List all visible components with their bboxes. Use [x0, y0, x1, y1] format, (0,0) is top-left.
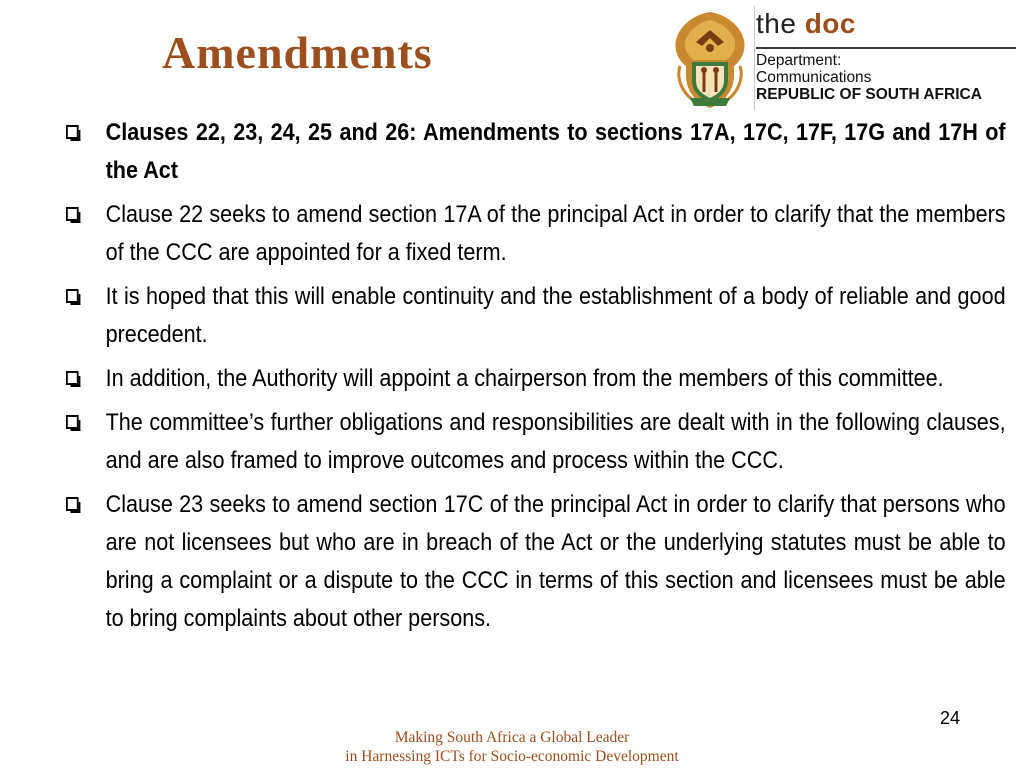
department-text — [756, 52, 982, 103]
bullet-text: Clause 23 seeks to amend section 17C of the principal Act in order to clarify that persons who are not licensees but who are in breach of the Act or the underlying statutes must be able to bring a complaint or a dispute to the CCC in terms of this section and licensees must be able to bring complaints about other persons. — [105, 491, 1006, 632]
department-line-3: REPUBLIC OF SOUTH AFRICA — [756, 86, 982, 103]
slide-title: Amendments — [162, 27, 433, 78]
checkbox-bullet-icon — [66, 289, 79, 303]
department-line-1: Department: — [756, 52, 842, 69]
bullet-item — [66, 196, 1006, 272]
bullet-text: In addition, the Authority will appoint a chairperson from the members of this committee. — [105, 365, 944, 392]
bullet-text: Clauses 22, 23, 24, 25 and 26: Amendments to sections 17A, 17C, 17F, 17G and 17H of the Act — [105, 119, 1006, 184]
bullet-list — [66, 114, 1006, 644]
coat-of-arms-icon — [666, 6, 754, 110]
checkbox-bullet-icon — [66, 207, 79, 221]
checkbox-bullet-icon — [66, 125, 79, 139]
bullet-item — [66, 278, 1006, 354]
brand-prefix: the — [756, 8, 805, 39]
bullet-item — [66, 360, 1006, 398]
bullet-item — [66, 404, 1006, 480]
bullet-text: It is hoped that this will enable continuity and the establishment of a body of reliable and good precedent. — [105, 283, 1006, 348]
bullet-text: The committee’s further obligations and responsibilities are dealt with in the following clauses, and are also framed to improve outcomes and process within the CCC. — [105, 409, 1006, 474]
bullet-item — [66, 114, 1006, 190]
footer-slogan — [0, 728, 1024, 766]
checkbox-bullet-icon — [66, 497, 79, 511]
brand-name: doc — [804, 8, 856, 39]
checkbox-bullet-icon — [66, 415, 79, 429]
department-line-2: Communications — [756, 69, 872, 86]
brand-rule — [756, 47, 1016, 49]
logo-divider — [754, 6, 755, 110]
footer-line-2: in Harnessing ICTs for Socio-economic Development — [345, 748, 679, 765]
bullet-text: Clause 22 seeks to amend section 17A of the principal Act in order to clarify that the members of the CCC are appointed for a fixed term. — [105, 201, 1006, 266]
department-logo — [662, 6, 1020, 112]
checkbox-bullet-icon — [66, 371, 79, 385]
page-number: 24 — [940, 708, 961, 728]
brand-wordmark — [756, 8, 856, 40]
footer-line-1: Making South Africa a Global Leader — [394, 729, 630, 746]
bullet-item — [66, 486, 1006, 638]
